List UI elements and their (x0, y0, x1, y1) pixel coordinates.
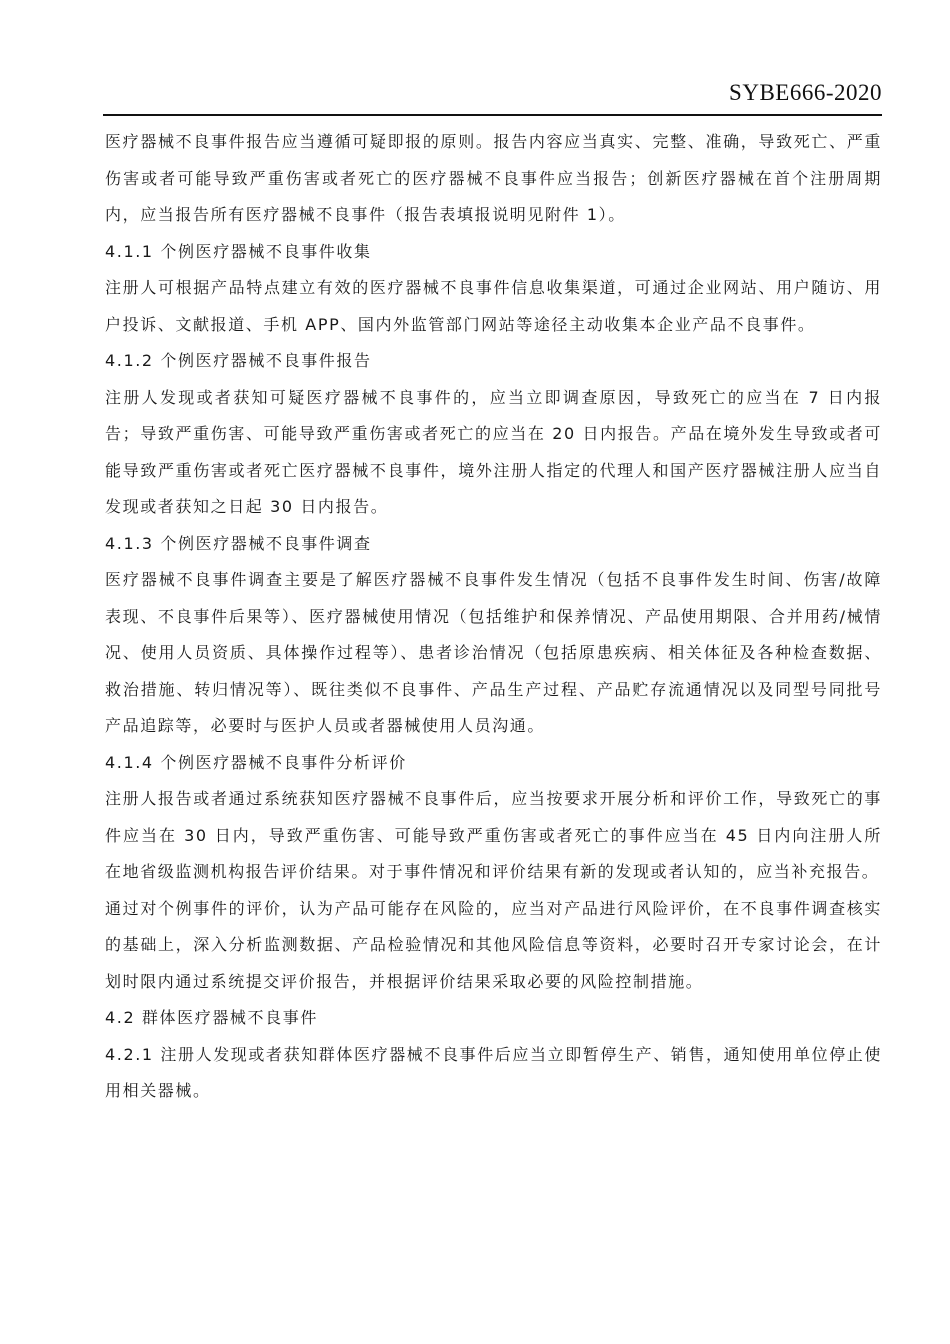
document-code: SYBE666-2020 (729, 80, 882, 105)
paragraph-analysis: 注册人报告或者通过系统获知医疗器械不良事件后，应当按要求开展分析和评价工作，导致死亡的事件应当在 30 日内，导致严重伤害、可能导致严重伤害或者死亡的事件应当在 45 日内向注册人所在地省级监测机构报告评价结果。对于事件情况和评价结果有新的发现或者认知的，应当补充报告。 (105, 789, 882, 881)
section-heading-4-1-1: 4.1.1 个例医疗器械不良事件收集 (105, 241, 372, 261)
paragraph-risk-evaluation: 通过对个例事件的评价，认为产品可能存在风险的，应当对产品进行风险评价，在不良事件调查核实的基础上，深入分析监测数据、产品检验情况和其他风险信息等资料，必要时召开专家讨论会，在计划时限内通过系统提交评价报告，并根据评价结果采取必要的风险控制措施。 (105, 898, 882, 991)
header-rule (103, 114, 882, 116)
paragraph-collection: 注册人可根据产品特点建立有效的医疗器械不良事件信息收集渠道，可通过企业网站、用户随访、用户投诉、文献报道、手机 APP、国内外监管部门网站等途径主动收集本企业产品不良事件。 (105, 278, 882, 334)
paragraph-reporting-principle: 医疗器械不良事件报告应当遵循可疑即报的原则。报告内容应当真实、完整、准确，导致死亡、严重伤害或者可能导致严重伤害或者死亡的医疗器械不良事件应当报告；创新医疗器械在首个注册周期内，应当报告所有医疗器械不良事件（报告表填报说明见附件 1）。 (105, 132, 882, 224)
section-heading-4-1-4: 4.1.4 个例医疗器械不良事件分析评价 (105, 752, 407, 772)
section-heading-4-2: 4.2 群体医疗器械不良事件 (105, 1008, 318, 1027)
document-body (105, 124, 882, 1110)
section-heading-4-1-2: 4.1.2 个例医疗器械不良事件报告 (105, 351, 372, 370)
paragraph-group-events: 4.2.1 注册人发现或者获知群体医疗器械不良事件后应当立即暂停生产、销售，通知使用单位停止使用相关器械。 (105, 1044, 882, 1100)
paragraph-report-timeline: 注册人发现或者获知可疑医疗器械不良事件的，应当立即调查原因，导致死亡的应当在 7 日内报告；导致严重伤害、可能导致严重伤害或者死亡的应当在 20 日内报告。产品在境外发生导致或者可能导致严重伤害或者死亡医疗器械不良事件，境外注册人指定的代理人和国产医疗器械注册人应当自发现或者获知之日起 30 日内报告。 (105, 387, 882, 516)
paragraph-investigation: 医疗器械不良事件调查主要是了解医疗器械不良事件发生情况（包括不良事件发生时间、伤害/故障表现、不良事件后果等）、医疗器械使用情况（包括维护和保养情况、产品使用期限、合并用药/械情况、使用人员资质、具体操作过程等）、患者诊治情况（包括原患疾病、相关体征及各种检查数据、救治措施、转归情况等）、既往类似不良事件、产品生产过程、产品贮存流通情况以及同型号同批号产品追踪等，必要时与医护人员或者器械使用人员沟通。 (105, 570, 882, 735)
section-heading-4-1-3: 4.1.3 个例医疗器械不良事件调查 (105, 533, 372, 553)
